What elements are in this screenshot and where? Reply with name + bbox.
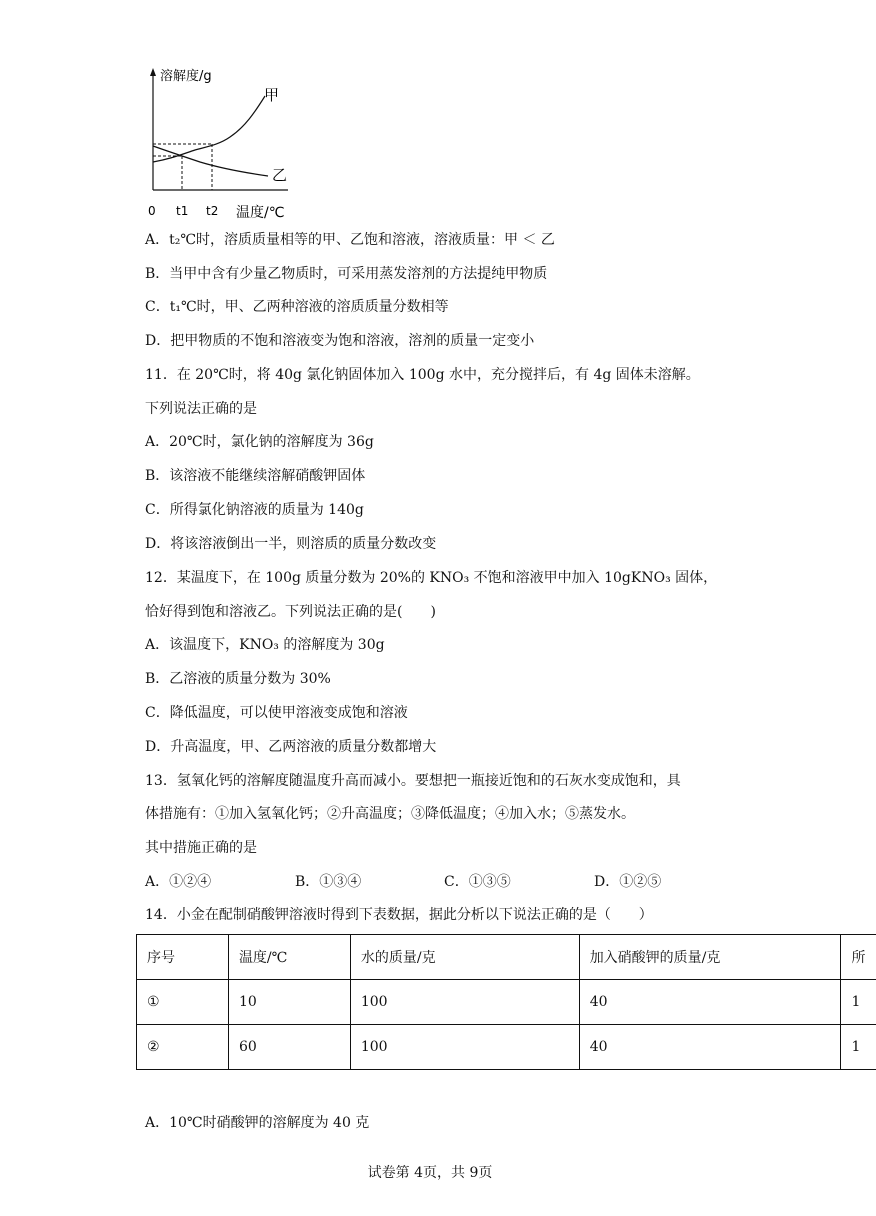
q11-stem-line1: 11．在 20℃时，将 40g 氯化钠固体加入 100g 水中，充分搅拌后，有 4g 固体未溶解。	[145, 367, 700, 383]
q13-stem-line3: 其中措施正确的是	[145, 840, 257, 856]
curve-jia-label: 甲	[264, 86, 280, 104]
table-cell: 60	[228, 1025, 350, 1070]
q13-option-b: B．①③④	[295, 874, 362, 890]
table-header-cell: 所	[841, 935, 876, 980]
q11-stem-line2: 下列说法正确的是	[145, 401, 257, 417]
table-cell: ①	[137, 980, 229, 1025]
table-header-row	[137, 935, 876, 980]
table-cell: 100	[350, 980, 579, 1025]
table-cell: 100	[350, 1025, 579, 1070]
q14-data-table	[136, 934, 876, 1070]
table-cell: 40	[579, 980, 841, 1025]
q10-option-b: B．当甲中含有少量乙物质时，可采用蒸发溶剂的方法提纯甲物质	[145, 266, 548, 282]
table-cell: 1	[841, 980, 876, 1025]
q14-stem: 14．小金在配制硝酸钾溶液时得到下表数据，据此分析以下说法正确的是（ ）	[145, 907, 653, 923]
q11-option-b: B．该溶液不能继续溶解硝酸钾固体	[145, 468, 366, 484]
q12-stem-line1: 12．某温度下，在 100g 质量分数为 20%的 KNO₃ 不饱和溶液甲中加入 10gKNO₃ 固体，	[145, 570, 718, 586]
table-cell: 40	[579, 1025, 841, 1070]
table-header-cell: 加入硝酸钾的质量/克	[579, 935, 841, 980]
q13-option-a: A．①②④	[145, 874, 212, 890]
table-cell: ②	[137, 1025, 229, 1070]
page-footer: 试卷第 4页，共 9页	[367, 1165, 493, 1181]
q12-option-a: A．该温度下，KNO₃ 的溶解度为 30g	[145, 637, 385, 653]
curve-yi	[153, 146, 268, 176]
origin-label: 0	[148, 204, 156, 218]
table-cell: 1	[841, 1025, 876, 1070]
y-axis-label: 溶解度/g	[160, 69, 212, 84]
t2-label: t2	[206, 204, 219, 218]
table-cell: 10	[228, 980, 350, 1025]
q12-option-c: C．降低温度，可以使甲溶液变成饱和溶液	[145, 705, 408, 721]
y-axis-arrow	[150, 68, 156, 76]
curve-yi-label: 乙	[272, 166, 288, 184]
q10-option-c: C．t₁℃时，甲、乙两种溶液的溶质质量分数相等	[145, 299, 449, 315]
solubility-curve-figure	[140, 62, 310, 222]
q13-option-c: C．①③⑤	[444, 874, 511, 890]
q12-option-d: D．升高温度，甲、乙两溶液的质量分数都增大	[145, 739, 437, 755]
q14-option-a: A．10℃时硝酸钾的溶解度为 40 克	[145, 1115, 370, 1131]
q12-option-b: B．乙溶液的质量分数为 30%	[145, 671, 331, 687]
table-row	[137, 980, 876, 1025]
q13-option-d: D．①②⑤	[594, 874, 662, 890]
table-row	[137, 1025, 876, 1070]
q10-option-d: D．把甲物质的不饱和溶液变为饱和溶液，溶剂的质量一定变小	[145, 333, 535, 349]
x-axis-label: 温度/℃	[236, 205, 285, 221]
q12-stem-line2: 恰好得到饱和溶液乙。下列说法正确的是( )	[145, 604, 436, 620]
q13-stem-line2: 体措施有：①加入氢氧化钙；②升高温度；③降低温度；④加入水；⑤蒸发水。	[145, 806, 635, 822]
q11-option-c: C．所得氯化钠溶液的质量为 140g	[145, 502, 364, 518]
q11-option-a: A．20℃时，氯化钠的溶解度为 36g	[145, 434, 374, 450]
table-header-cell: 序号	[137, 935, 229, 980]
table-header-cell: 温度/℃	[228, 935, 350, 980]
t1-label: t1	[176, 204, 189, 218]
q11-option-d: D．将该溶液倒出一半，则溶质的质量分数改变	[145, 536, 437, 552]
q13-stem-line1: 13．氢氧化钙的溶解度随温度升高而减小。要想把一瓶接近饱和的石灰水变成饱和，具	[145, 773, 681, 789]
q10-option-a: A．t₂℃时，溶质质量相等的甲、乙饱和溶液，溶液质量：甲 ＜ 乙	[145, 232, 555, 248]
table-header-cell: 水的质量/克	[350, 935, 579, 980]
